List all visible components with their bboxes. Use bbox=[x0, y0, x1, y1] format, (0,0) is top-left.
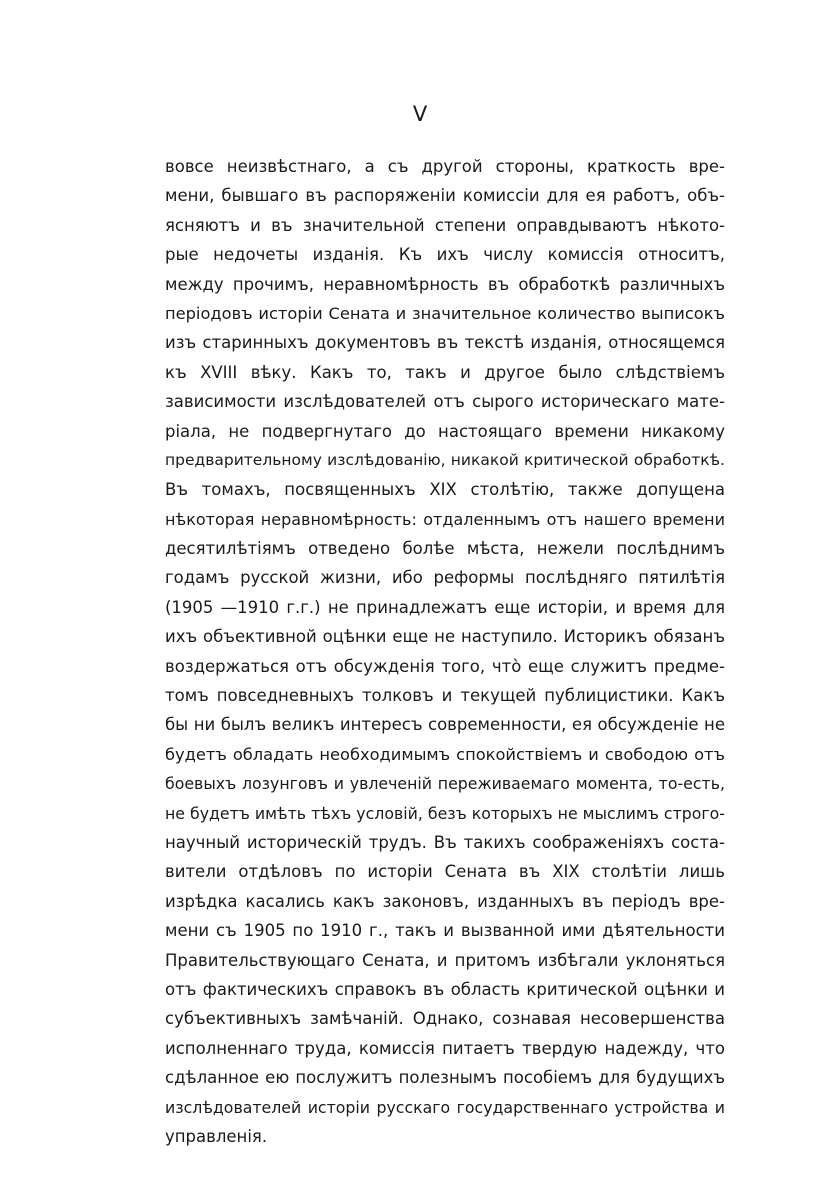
text-line: не будетъ имѣть тѣхъ условій, безъ которыхъ не мыслимъ строго- bbox=[165, 803, 725, 823]
text-line: зависимости изслѣдователей отъ сырого историческаго мате- bbox=[165, 392, 725, 412]
text-line: томъ повседневныхъ толковъ и текущей публицистики. Какъ bbox=[165, 686, 725, 706]
text-line: бы ни былъ великъ интересъ современности, ея обсужденіе не bbox=[165, 715, 725, 735]
page-number: V bbox=[412, 102, 428, 126]
text-line: ріала, не подвергнутаго до настоящаго времени никакому bbox=[165, 421, 725, 441]
text-line: изрѣдка касались какъ законовъ, изданныхъ въ періодъ вре- bbox=[165, 891, 725, 911]
body-text bbox=[165, 152, 725, 1151]
text-line: мени съ 1905 по 1910 г., такъ и вызванной ими дѣятельности bbox=[165, 921, 725, 941]
text-line: научный историческій трудъ. Въ такихъ соображеніяхъ соста- bbox=[165, 832, 725, 852]
text-line: между прочимъ, неравномѣрность въ обработкѣ различныхъ bbox=[165, 274, 725, 294]
text-line: вители отдѣловъ по исторіи Сената въ XIX столѣтіи лишь bbox=[165, 862, 725, 882]
text-line: изъ старинныхъ документовъ въ текстѣ изданія, относящемся bbox=[165, 333, 725, 353]
text-line: боевыхъ лозунговъ и увлеченій переживаемаго момента, то-есть, bbox=[165, 774, 725, 794]
text-line: ихъ объективной оцѣнки еще не наступило. Историкъ обязанъ bbox=[165, 627, 725, 647]
text-line: вовсе неизвѣстнаго, а съ другой стороны, краткость вре- bbox=[165, 157, 725, 176]
text-line: годамъ русской жизни, ибо реформы послѣдняго пятилѣтія bbox=[165, 568, 725, 588]
text-line: сдѣланное ею послужитъ полезнымъ пособіемъ для будущихъ bbox=[165, 1068, 725, 1088]
text-line: будетъ обладать необходимымъ спокойствіемъ и свободою отъ bbox=[165, 744, 725, 764]
text-line: отъ фактическихъ справокъ въ область критической оцѣнки и bbox=[165, 979, 725, 999]
text-line: предварительному изслѣдованію, никакой критической обработкѣ. bbox=[165, 450, 725, 469]
text-line: Правительствующаго Сената, и притомъ избѣгали уклоняться bbox=[165, 950, 725, 970]
text-line: Въ томахъ, посвященныхъ XIX столѣтію, также допущена bbox=[165, 480, 725, 500]
text-line: исполненнаго труда, комиссія питаетъ твердую надежду, что bbox=[165, 1038, 725, 1058]
text-line: нѣкоторая неравномѣрность: отдаленнымъ отъ нашего времени bbox=[165, 509, 725, 529]
text-line: субъективныхъ замѣчаній. Однако, сознавая несовершенства bbox=[165, 1009, 725, 1029]
text-line: къ XVIII вѣку. Какъ то, такъ и другое было слѣдствіемъ bbox=[165, 362, 725, 382]
text-line: изслѣдователей исторіи русскаго государственнаго устройства и bbox=[165, 1097, 725, 1117]
text-line: (1905 —1910 г.г.) не принадлежатъ еще исторіи, и время для bbox=[165, 597, 725, 617]
text-line: періодовъ исторіи Сената и значительное количество выписокъ bbox=[165, 303, 725, 323]
text-line: воздержаться отъ обсужденія того, что̀ еще служитъ предме- bbox=[165, 656, 725, 676]
text-line: рые недочеты изданія. Къ ихъ числу комиссія относитъ, bbox=[165, 245, 725, 265]
text-line: десятилѣтіямъ отведено болѣе мѣста, нежели послѣднимъ bbox=[165, 539, 725, 559]
text-line: управленія. bbox=[165, 1126, 268, 1146]
text-line: ясняютъ и въ значительной степени оправдываютъ нѣкото- bbox=[165, 215, 725, 235]
text-line: мени, бывшаго въ распоряженіи комиссіи для ея работъ, объ- bbox=[165, 186, 725, 206]
